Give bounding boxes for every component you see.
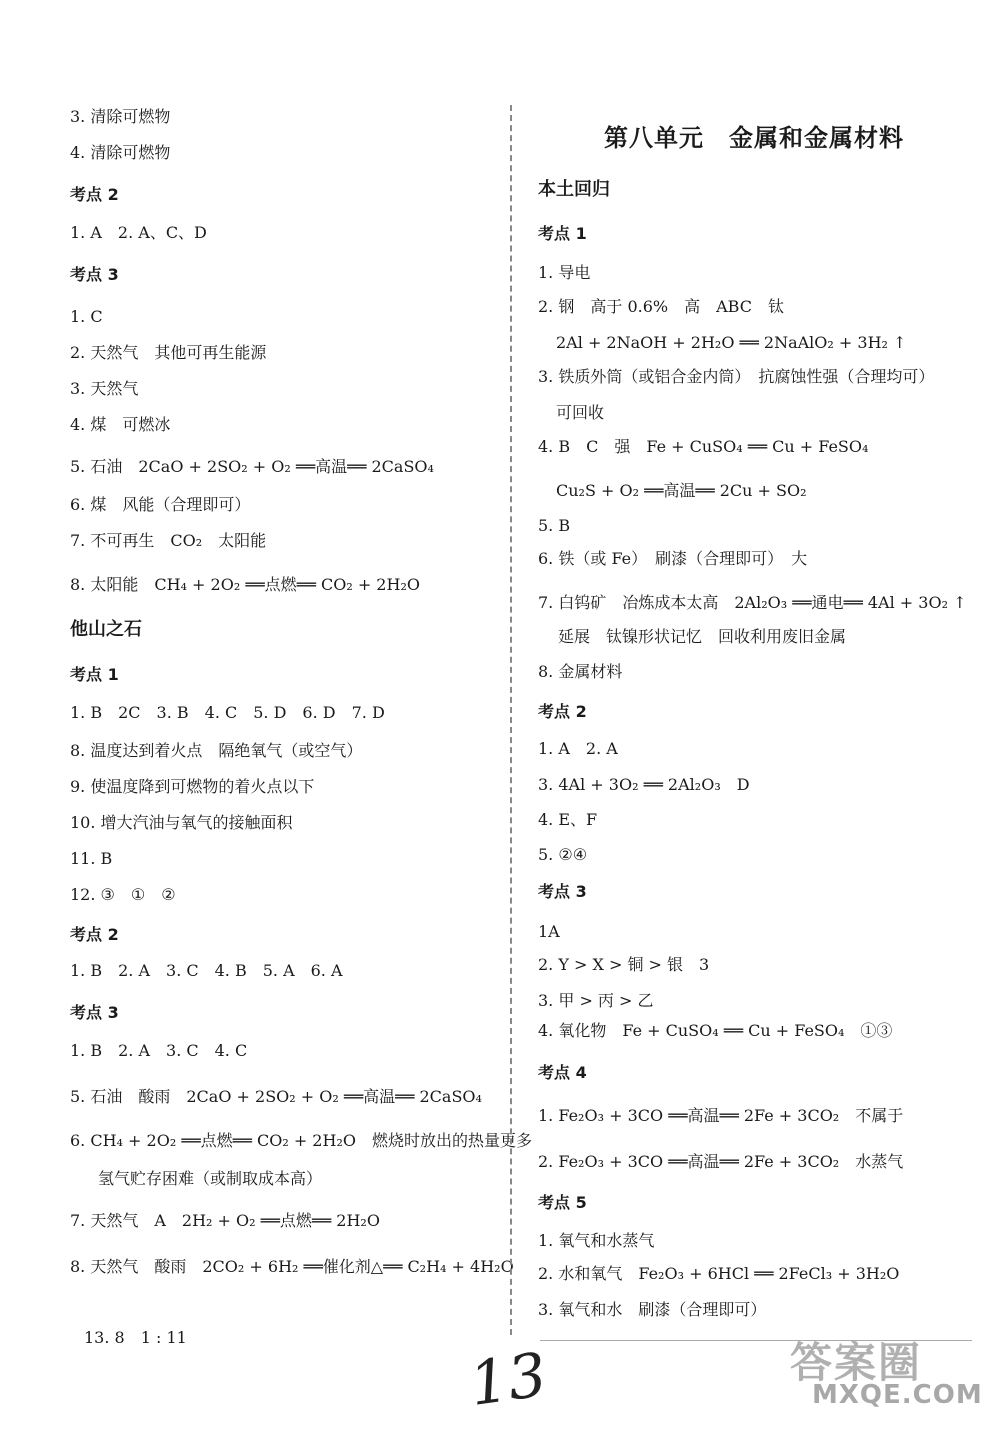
unit-title: 第八单元 金属和金属材料 xyxy=(604,124,904,152)
answer-line: 4. E、F xyxy=(538,810,598,829)
answer-line: 3. 铁质外筒（或铝合金内筒） 抗腐蚀性强（合理均可） xyxy=(538,367,935,386)
answer-line: 氢气贮存困难（或制取成本高） xyxy=(98,1169,323,1188)
answer-line: 4. B C 强 Fe + CuSO₄ ══ Cu + FeSO₄ xyxy=(538,437,869,456)
section-heading: 考点 1 xyxy=(538,224,587,243)
answer-line: 8. 太阳能 CH₄ + 2O₂ ══点燃══ CO₂ + 2H₂O xyxy=(70,575,420,594)
answer-line: 2. Fe₂O₃ + 3CO ══高温══ 2Fe + 3CO₂ 水蒸气 xyxy=(538,1152,904,1171)
answer-line: 6. 铁（或 Fe） 刷漆（合理即可） 大 xyxy=(538,549,808,568)
answer-line: 3. 清除可燃物 xyxy=(70,107,171,126)
answer-line: 5. 石油 2CaO + 2SO₂ + O₂ ══高温══ 2CaSO₄ xyxy=(70,457,434,476)
section-heading: 考点 2 xyxy=(70,925,119,944)
answer-line: 2. 水和氧气 Fe₂O₃ + 6HCl ══ 2FeCl₃ + 3H₂O xyxy=(538,1264,900,1283)
section-heading: 考点 3 xyxy=(70,1003,119,1022)
answer-line: 3. 甲 > 丙 > 乙 xyxy=(538,991,654,1010)
answer-line: 3. 4Al + 3O₂ ══ 2Al₂O₃ D xyxy=(538,775,750,794)
answer-line: 5. B xyxy=(538,516,571,535)
answer-line: 延展 钛镍形状记忆 回收利用废旧金属 xyxy=(558,627,847,646)
answer-line: 可回收 xyxy=(556,403,605,422)
watermark xyxy=(790,1330,990,1425)
answer-line: 2. 钢 高于 0.6% 高 ABC 钛 xyxy=(538,297,784,316)
section-heading: 考点 5 xyxy=(538,1193,587,1212)
answer-line: 3. 天然气 xyxy=(70,379,139,398)
answer-line: 1. B 2. A 3. C 4. B 5. A 6. A xyxy=(70,961,343,980)
answer-line: 9. 使温度降到可燃物的着火点以下 xyxy=(70,777,315,796)
section-heading: 考点 1 xyxy=(70,665,119,684)
answer-line: 2. Y > X > 铜 > 银 3 xyxy=(538,955,710,974)
answer-line: 1. B 2C 3. B 4. C 5. D 6. D 7. D xyxy=(70,703,385,722)
watermark-url: MXQE.COM xyxy=(812,1380,983,1410)
answer-line: 1. A 2. A、C、D xyxy=(70,223,207,242)
section-heading: 考点 2 xyxy=(538,702,587,721)
answer-line: 1. Fe₂O₃ + 3CO ══高温══ 2Fe + 3CO₂ 不属于 xyxy=(538,1106,904,1125)
answer-line: 8. 金属材料 xyxy=(538,662,623,681)
answer-line: Cu₂S + O₂ ══高温══ 2Cu + SO₂ xyxy=(556,481,807,500)
section-heading: 考点 4 xyxy=(538,1063,587,1082)
column-divider xyxy=(510,105,512,1335)
answer-line: 10. 增大汽油与氧气的接触面积 xyxy=(70,813,293,832)
section-heading: 考点 2 xyxy=(70,185,119,204)
section-heading: 考点 3 xyxy=(70,265,119,284)
part-heading: 本土回归 xyxy=(538,179,610,200)
answer-line: 5. ②④ xyxy=(538,845,588,864)
answer-line: 1. 导电 xyxy=(538,263,591,282)
answer-line: 8. 天然气 酸雨 2CO₂ + 6H₂ ══催化剂△══ C₂H₄ + 4H₂O xyxy=(70,1257,514,1276)
answer-line: 2Al + 2NaOH + 2H₂O ══ 2NaAlO₂ + 3H₂ ↑ xyxy=(556,333,907,352)
answer-line: 1. A 2. A xyxy=(538,739,618,758)
answer-line: 4. 清除可燃物 xyxy=(70,143,171,162)
answer-line: 11. B xyxy=(70,849,113,868)
answer-line: 13. 8 1 : 11 xyxy=(84,1328,187,1347)
answer-line: 1. 氧气和水蒸气 xyxy=(538,1231,655,1250)
answer-line: 2. 天然气 其他可再生能源 xyxy=(70,343,267,362)
part-heading: 他山之石 xyxy=(70,619,142,640)
answer-line: 1. B 2. A 3. C 4. C xyxy=(70,1041,248,1060)
answer-line: 1. C xyxy=(70,307,103,326)
answer-line: 5. 石油 酸雨 2CaO + 2SO₂ + O₂ ══高温══ 2CaSO₄ xyxy=(70,1087,482,1106)
answer-line: 8. 温度达到着火点 隔绝氧气（或空气） xyxy=(70,741,363,760)
answer-line: 4. 煤 可燃冰 xyxy=(70,415,171,434)
answer-line: 7. 不可再生 CO₂ 太阳能 xyxy=(70,531,267,550)
watermark-logo-text: 答案圈 xyxy=(790,1338,923,1387)
answer-line: 3. 氧气和水 刷漆（合理即可） xyxy=(538,1300,767,1319)
answer-line: 7. 天然气 A 2H₂ + O₂ ══点燃══ 2H₂O xyxy=(70,1211,380,1230)
answer-line: 1A xyxy=(538,922,560,941)
answer-line: 7. 白钨矿 冶炼成本太高 2Al₂O₃ ══通电══ 4Al + 3O₂ ↑ xyxy=(538,593,967,612)
section-heading: 考点 3 xyxy=(538,882,587,901)
page-number: 13 xyxy=(465,1340,551,1420)
answer-line: 12. ③ ① ② xyxy=(70,885,176,904)
answer-line: 6. 煤 风能（合理即可） xyxy=(70,495,251,514)
answer-line: 4. 氧化物 Fe + CuSO₄ ══ Cu + FeSO₄ ①③ xyxy=(538,1021,893,1040)
answer-line: 6. CH₄ + 2O₂ ══点燃══ CO₂ + 2H₂O 燃烧时放出的热量更多 xyxy=(70,1131,532,1150)
